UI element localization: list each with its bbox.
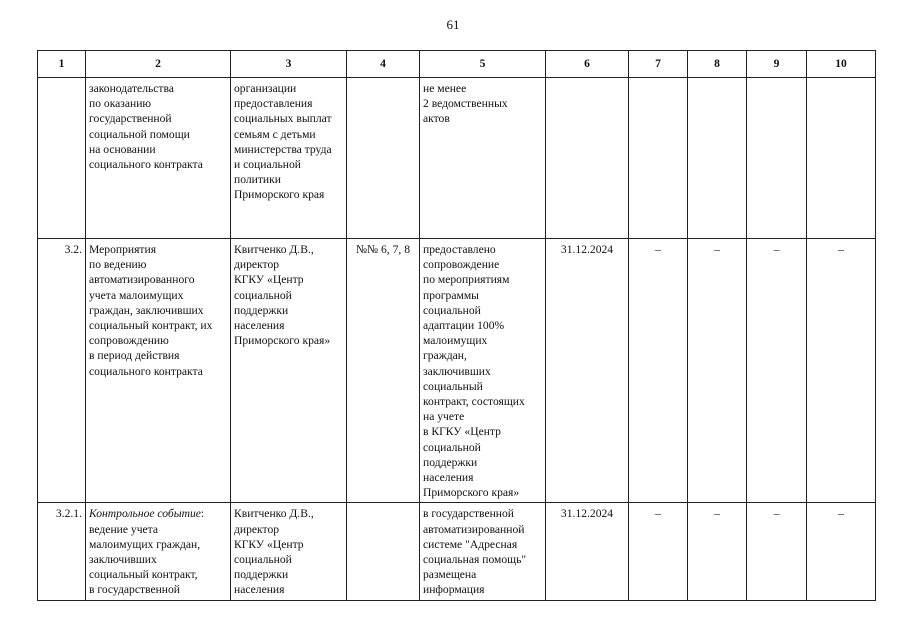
col8-cell: – (688, 503, 747, 600)
col9-cell: – (747, 239, 807, 503)
event-cell: Мероприятия по ведению автоматизированного учета малоимущих граждан, заключивших социальный контракт, их сопровождению в период действия социального контракта (86, 239, 231, 503)
table-row (38, 503, 876, 600)
column-header-6: 6 (546, 51, 629, 78)
column-header-5: 5 (420, 51, 546, 78)
control-event-label: Контрольное событие (89, 507, 201, 521)
col9-cell: – (747, 503, 807, 600)
header-row (38, 51, 876, 78)
column-header-7: 7 (629, 51, 688, 78)
col9-cell (747, 78, 807, 239)
event-cell: законодательства по оказанию государственной социальной помощи на основании социального контракта (86, 78, 231, 239)
col8-cell: – (688, 239, 747, 503)
date-cell (546, 78, 629, 239)
column-header-1: 1 (38, 51, 86, 78)
row-number: 3.2.1. (38, 503, 86, 600)
result-cell: предоставлено сопровождение по мероприятиям программы социальной адаптации 100% малоимущих граждан, заключивших социальный контракт, состоящих на учете в КГКУ «Центр социальной поддержки населения Приморского края» (420, 239, 546, 503)
page-number: 61 (446, 17, 460, 32)
column-header-8: 8 (688, 51, 747, 78)
col8-cell (688, 78, 747, 239)
col7-cell (629, 78, 688, 239)
date-cell: 31.12.2024 (546, 239, 629, 503)
column-header-3: 3 (231, 51, 347, 78)
column-header-9: 9 (747, 51, 807, 78)
col7-cell: – (629, 503, 688, 600)
table-row (38, 239, 876, 503)
documents-cell: №№ 6, 7, 8 (347, 239, 420, 503)
col10-cell: – (807, 239, 876, 503)
column-header-4: 4 (347, 51, 420, 78)
column-header-2: 2 (86, 51, 231, 78)
event-text: : ведение учета малоимущих граждан, заключивших социальный контракт, в государственной (89, 507, 205, 597)
col7-cell: – (629, 239, 688, 503)
col10-cell: – (807, 503, 876, 600)
responsible-cell: Квитченко Д.В., директор КГКУ «Центр социальной поддержки населения Приморского края» (231, 239, 347, 503)
result-cell: не менее 2 ведомственных актов (420, 78, 546, 239)
row-number (38, 78, 86, 239)
responsible-cell: организации предоставления социальных выплат семьям с детьми министерства труда и социальной политики Приморского края (231, 78, 347, 239)
responsible-cell: Квитченко Д.В., директор КГКУ «Центр социальной поддержки населения (231, 503, 347, 600)
documents-cell (347, 78, 420, 239)
result-cell: в государственной автоматизированной системе "Адресная социальная помощь" размещена информация (420, 503, 546, 600)
event-cell (86, 503, 231, 600)
documents-cell (347, 503, 420, 600)
col10-cell (807, 78, 876, 239)
plan-table (37, 50, 876, 601)
row-number: 3.2. (38, 239, 86, 503)
column-header-10: 10 (807, 51, 876, 78)
table-row (38, 78, 876, 239)
date-cell: 31.12.2024 (546, 503, 629, 600)
